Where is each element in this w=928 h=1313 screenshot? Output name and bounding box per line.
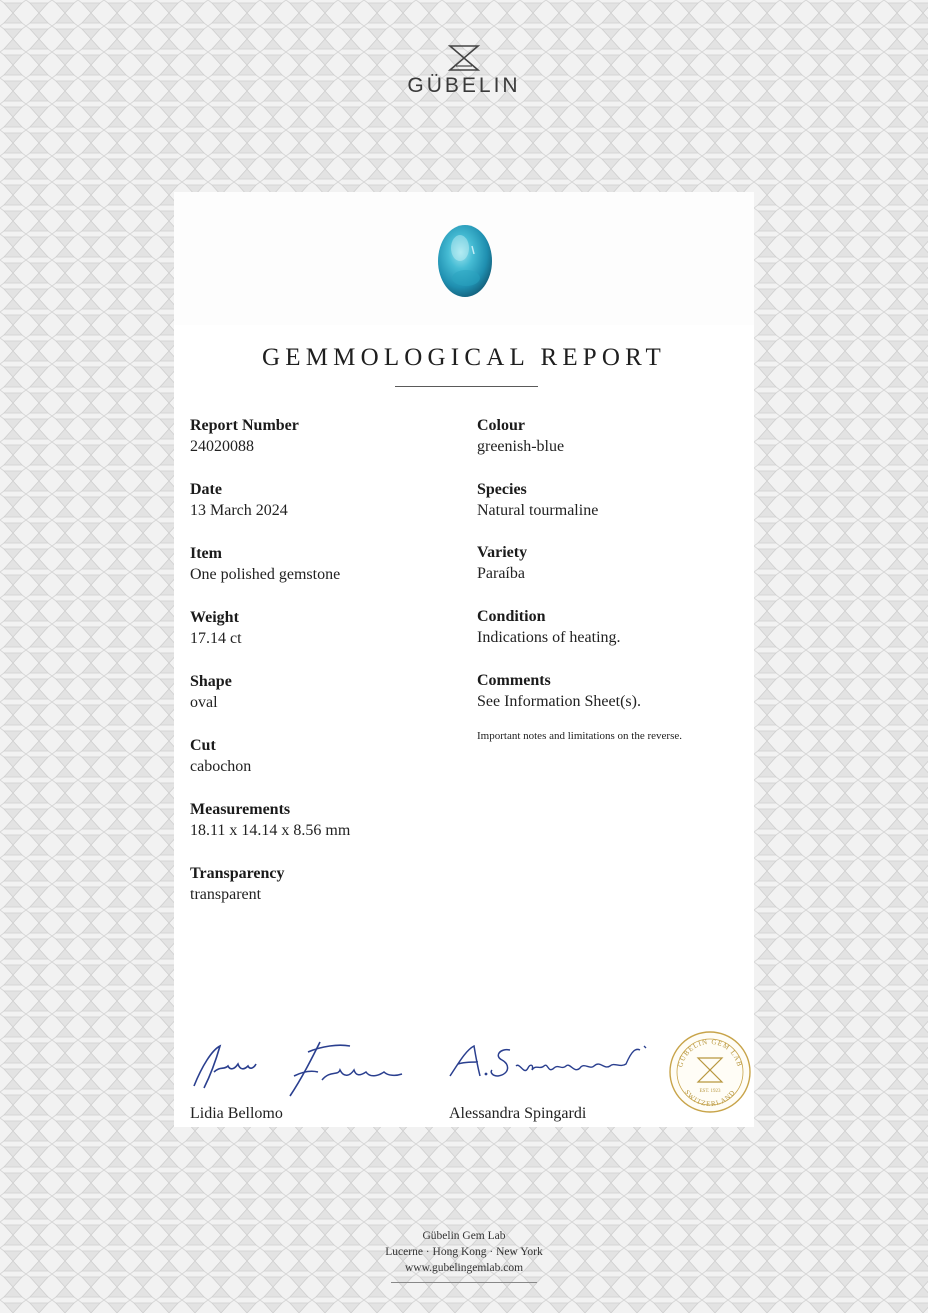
title-divider — [395, 386, 538, 387]
brand-name: GÜBELIN — [407, 74, 521, 97]
field-label: Cut — [190, 737, 216, 754]
field-species — [477, 480, 747, 521]
field-value: cabochon — [190, 758, 252, 775]
footer-lab-name: Gübelin Gem Lab — [422, 1230, 506, 1242]
field-date — [190, 480, 460, 521]
field-condition — [477, 607, 747, 648]
field-item — [190, 544, 460, 585]
limitations-note: Important notes and limitations on the reverse. — [477, 730, 682, 742]
field-measurements — [190, 800, 460, 841]
field-label: Measurements — [190, 801, 291, 818]
field-label: Report Number — [190, 417, 299, 434]
field-report-number — [190, 416, 460, 457]
field-value: Indications of heating. — [477, 629, 621, 646]
field-comments — [477, 671, 747, 712]
gubelin-emblem-icon — [447, 44, 481, 72]
field-transparency — [190, 864, 460, 905]
field-label: Item — [190, 545, 222, 562]
report-title: GEMMOLOGICAL REPORT — [261, 344, 666, 371]
field-label: Weight — [190, 609, 239, 626]
brand-logo — [0, 44, 928, 98]
field-variety — [477, 543, 747, 584]
field-value: 17.14 ct — [190, 630, 242, 647]
footer-cities: Lucerne · Hong Kong · New York — [385, 1246, 543, 1258]
field-label: Variety — [477, 544, 528, 561]
field-label: Shape — [190, 673, 232, 690]
footer-divider — [391, 1282, 537, 1283]
signature-lidia-bellomo — [190, 1036, 410, 1102]
footer-website-link[interactable]: www.gubelingemlab.com — [404, 1262, 524, 1274]
field-value: One polished gemstone — [190, 566, 341, 583]
field-label: Date — [190, 481, 222, 498]
gubelin-gem-lab-seal — [668, 1030, 752, 1114]
field-weight — [190, 608, 460, 649]
field-value: oval — [190, 694, 218, 711]
field-value: 13 March 2024 — [190, 502, 288, 519]
report-panel — [174, 192, 754, 1127]
field-label: Condition — [477, 608, 546, 625]
gemstone-image — [436, 222, 494, 300]
seal-text-bottom: SWITZERLAND — [682, 1088, 738, 1109]
field-label: Colour — [477, 417, 525, 434]
field-value: greenish-blue — [477, 438, 565, 455]
field-label: Species — [477, 481, 527, 498]
field-value: 18.11 x 14.14 x 8.56 mm — [190, 822, 351, 839]
field-shape — [190, 672, 460, 713]
field-colour — [477, 416, 747, 457]
signatory-name: Lidia Bellomo — [190, 1105, 283, 1122]
field-cut — [190, 736, 460, 777]
seal-text-top: GÜBELIN GEM LAB — [676, 1037, 744, 1069]
field-value: 24020088 — [190, 438, 254, 455]
signatory-name: Alessandra Spingardi — [449, 1105, 587, 1122]
field-label: Comments — [477, 672, 551, 689]
field-value: Paraíba — [477, 565, 525, 582]
signature-alessandra-spingardi — [444, 1040, 666, 1090]
field-label: Transparency — [190, 865, 285, 882]
seal-est: EST. 1923 — [699, 1089, 721, 1094]
field-value: transparent — [190, 886, 262, 903]
field-value: See Information Sheet(s). — [477, 693, 641, 710]
field-value: Natural tourmaline — [477, 502, 599, 519]
